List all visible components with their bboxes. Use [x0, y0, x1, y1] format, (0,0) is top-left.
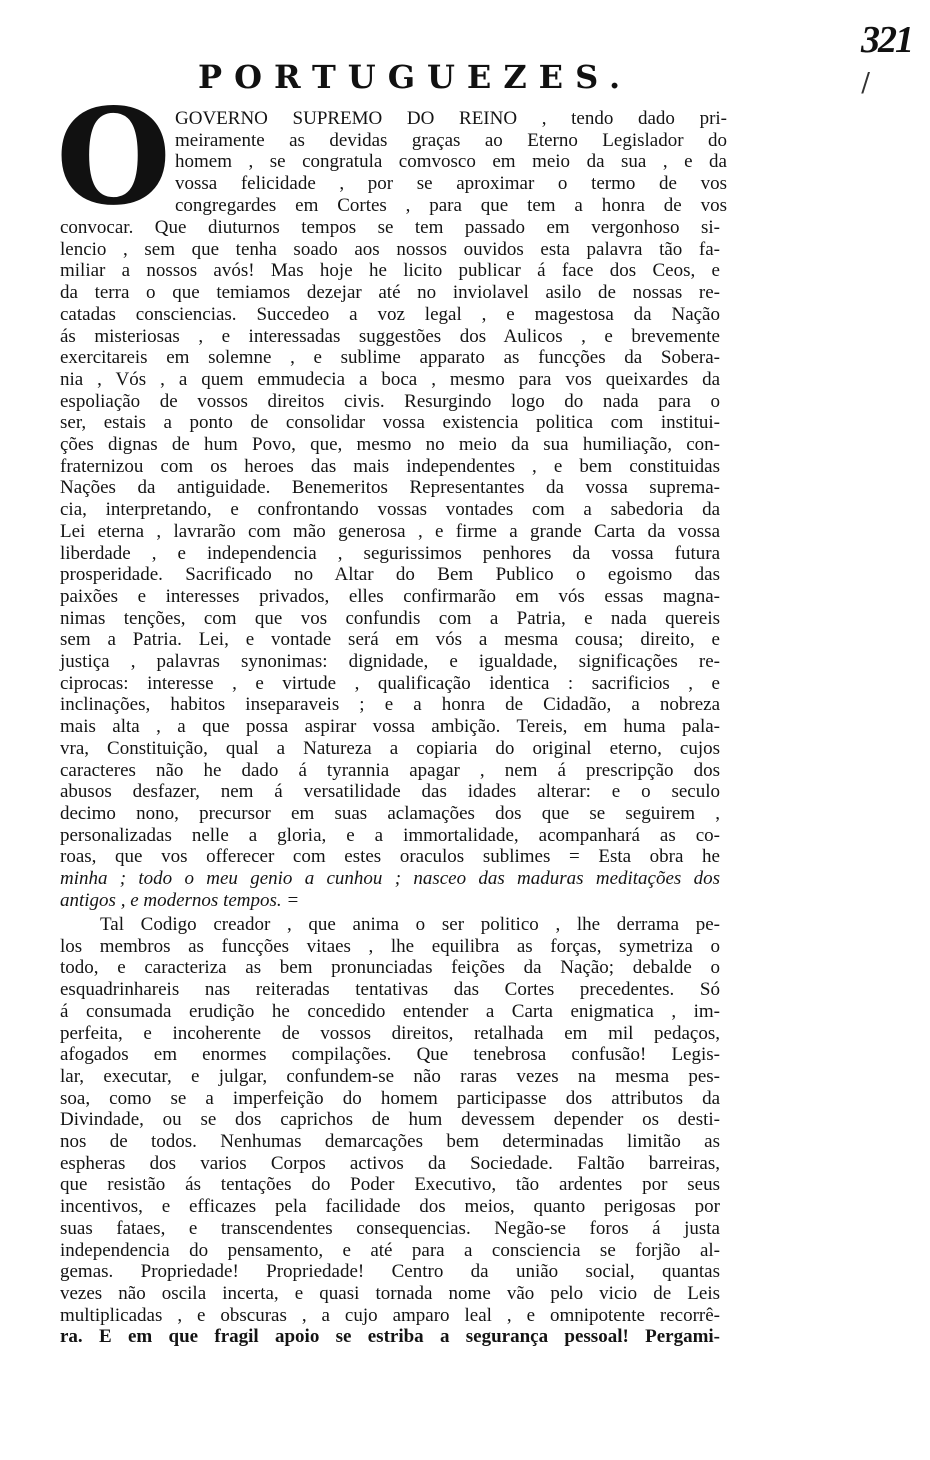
- margin-mark: /: [861, 68, 870, 98]
- text-line: ser, estais a ponto de consolidar vossa existencia politica com institui-: [60, 412, 720, 434]
- text-line: que resistão ás tentações do Poder Executivo, tão ardentes por seus: [60, 1174, 720, 1196]
- text-line: espheras dos varios Corpos activos da Sociedade. Faltão barreiras,: [60, 1152, 720, 1174]
- body-paragraph-1: [60, 217, 720, 912]
- text-line: perfeita, e incoherente de vossos direitos, retalhada em mil pedaços,: [60, 1022, 720, 1044]
- text-line: decimo nono, precursor em suas aclamações dos que se seguirem ,: [60, 802, 720, 824]
- text-line: suas fataes, e transcendentes consequencias. Negão-se foros á justa: [60, 1217, 720, 1239]
- text-line: Lei eterna , lavrarão com mão generosa , e firme a grande Carta da vossa: [60, 520, 720, 542]
- text-line: incentivos, e efficazes pela facilidade dos meios, quanto perigosas por: [60, 1196, 720, 1218]
- text-line: soa, como se a imperfeição do homem participasse dos attributos da: [60, 1087, 720, 1109]
- drop-cap: O: [56, 80, 171, 235]
- text-line: abusos desfazer, nem á versatilidade das idades alterar: e o seculo: [60, 781, 720, 803]
- text-line: Tal Codigo creador , que anima o ser politico , lhe derrama pe-: [100, 914, 720, 935]
- text-line: personalizadas nelle a gloria, e a immortalidade, acompanhará as co-: [60, 824, 720, 846]
- text-line: prosperidade. Sacrificado no Altar do Bem Publico o egoismo das: [60, 564, 720, 586]
- text-line: los membros as funcções vitaes , lhe equilibra as forças, symetriza o: [60, 935, 720, 957]
- text-line: liberdade , e independencia , segurissimos penhores da vossa futura: [60, 542, 720, 564]
- text-line: ções dignas de hum Povo, que, mesmo no meio da sua humiliação, con-: [60, 434, 720, 456]
- text-line: afogados em enormes compilações. Que tenebrosa confusão! Legis-: [60, 1044, 720, 1066]
- text-line: fraternizou com os heroes das mais independentes , e bem constituidas: [60, 455, 720, 477]
- text-line: Divindade, ou se dos caprichos de hum devessem depender os desti-: [60, 1109, 720, 1131]
- text-line: sem a Patria. Lei, e vontade será em vós a mesma cousa; direito, e: [60, 629, 720, 651]
- text-line: da terra o que temiamos dezejar até no inviolavel asilo de nossas re-: [60, 282, 720, 304]
- body-paragraph-2: [60, 914, 720, 1348]
- text-line: lencio , sem que tenha soado aos nossos ouvidos esta palavra tão fa-: [60, 238, 720, 260]
- text-line: caracteres não he dado á tyrannia apagar , nem á prescripção dos: [60, 759, 720, 781]
- opening-lines: [175, 108, 727, 217]
- text-line: minha ; todo o meu genio a cunhou ; nasceo das maduras meditações dos: [60, 868, 720, 890]
- text-line: meiramente as devidas graças ao Eterno Legislador do: [175, 129, 727, 151]
- text-line: congregardes em Cortes , para que tem a honra de vos: [175, 194, 727, 216]
- text-line: á consumada erudição he concedido entender a Carta enigmatica , im-: [60, 1000, 720, 1022]
- text-line: roas, que vos offerecer com estes oraculos sublimes = Esta obra he: [60, 846, 720, 868]
- text-line: catadas consciencias. Succedeo a voz legal , e magestosa da Nação: [60, 303, 720, 325]
- text-line: todo, e caracteriza as bem pronunciadas feições da Nação; debalde o: [60, 957, 720, 979]
- text-line: lar, executar, e julgar, confundem-se não raras vezes na mesma pes-: [60, 1065, 720, 1087]
- text-line: inclinações, habitos inseparaveis ; e a honra de Cidadão, a nobreza: [60, 694, 720, 716]
- text-line: ás misteriosas , e interessadas suggestões dos Aulicos , e brevemente: [60, 325, 720, 347]
- text-line: homem , se congratula comvosco em meio da sua , e da: [175, 151, 727, 173]
- text-line: miliar a nossos avós! Mas hoje he licito publicar á face dos Ceos, e: [60, 260, 720, 282]
- text-line: exercitareis em solemne , e sublime apparato as funcções da Sobera-: [60, 347, 720, 369]
- text-line: Nações da antiguidade. Benemeritos Representantes da vossa suprema-: [60, 477, 720, 499]
- text-line: gemas. Propriedade! Propriedade! Centro da união social, quantas: [60, 1261, 720, 1283]
- text-line: cia, interpretando, e confrontando vossas vontades com a sabedoria da: [60, 499, 720, 521]
- text-line: ra. E em que fragil apoio se estriba a segurança pessoal! Pergami-: [60, 1326, 720, 1348]
- text-line: GOVERNO SUPREMO DO REINO , tendo dado pri-: [175, 108, 727, 129]
- text-line: nimas tenções, com que vos confundis com a Patria, e nada quereis: [60, 607, 720, 629]
- text-line: mais alta , a que possa aspirar vossa ambição. Tereis, em huma pala-: [60, 716, 720, 738]
- folio-number: 321: [861, 19, 912, 61]
- text-line: antigos , e modernos tempos. =: [60, 889, 300, 911]
- document-heading: PORTUGUEZES.: [198, 58, 633, 96]
- text-line: vra, Constituição, qual a Natureza a copiaria do original eterno, cujos: [60, 737, 720, 759]
- text-line: nia , Vós , a quem emmudecia a boca , mesmo para vos queixardes da: [60, 368, 720, 390]
- text-line: convocar. Que diuturnos tempos se tem passado em vergonhoso si-: [60, 217, 720, 238]
- text-line: paixões e interesses privados, elles confirmarão em vós essas magna-: [60, 585, 720, 607]
- text-line: esquadrinhareis nas reiteradas tentativas das Cortes precedentes. Só: [60, 979, 720, 1001]
- text-line: vezes não oscila incerta, e quasi tornada nome vão pelo vicio de Leis: [60, 1282, 720, 1304]
- text-line: espoliação de vossos direitos civis. Resurgindo logo do nada para o: [60, 390, 720, 412]
- text-line: independencia do pensamento, e até para a consciencia se forjão al-: [60, 1239, 720, 1261]
- text-line: multiplicadas , e obscuras , a cujo amparo leal , e omnipotente recorrê-: [60, 1304, 720, 1326]
- text-line: vossa felicidade , por se aproximar o termo de vos: [175, 173, 727, 195]
- text-line: nos de todos. Nenhumas demarcações bem determinadas limitão as: [60, 1131, 720, 1153]
- text-line: justiça , palavras synonimas: dignidade, e igualdade, significações re-: [60, 651, 720, 673]
- text-line: ciprocas: interesse , e virtude , qualificação identica : sacrificios , e: [60, 672, 720, 694]
